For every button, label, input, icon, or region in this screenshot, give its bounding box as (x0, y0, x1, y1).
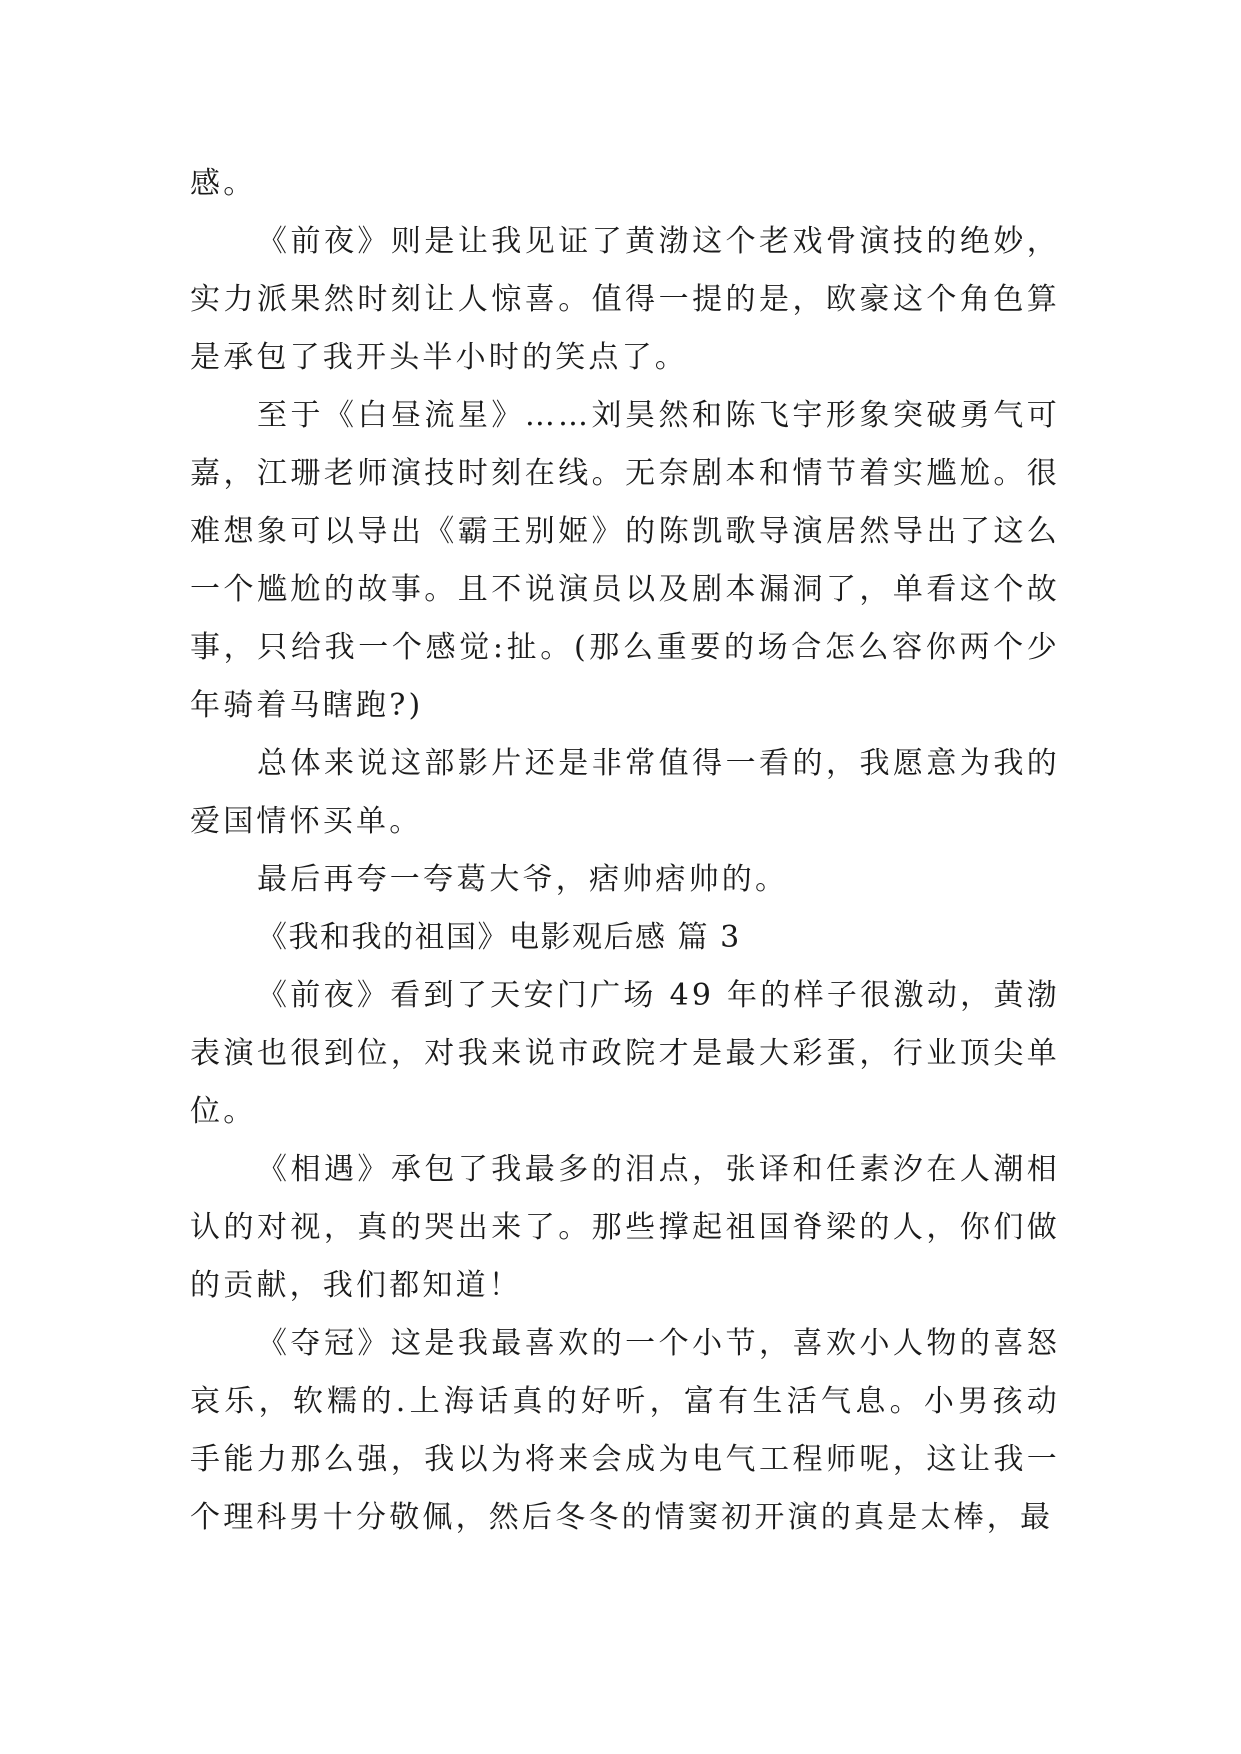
document-body (190, 155, 1060, 1547)
paragraph-ge-daye: 最后再夸一夸葛大爷，痞帅痞帅的。 (257, 862, 789, 897)
paragraph-duoguan-review: 《夺冠》这是我最喜欢的一个小节，喜欢小人物的喜怒哀乐，软糯的.上海话真的好听，富有生活气息。小男孩动手能力那么强，我以为将来会成为电气工程师呢，这让我一个理科男十分敬佩，然后冬冬的情窦初开演的真是太棒，最 (190, 1326, 1060, 1535)
paragraph-qianye-review: 《前夜》则是让我见证了黄渤这个老戏骨演技的绝妙，实力派果然时刻让人惊喜。值得一提的是，欧豪这个角色算是承包了我开头半小时的笑点了。 (190, 224, 1060, 375)
paragraph-baizhou-liuxing-review: 至于《白昼流星》……刘昊然和陈飞宇形象突破勇气可嘉，江珊老师演技时刻在线。无奈剧本和情节着实尴尬。很难想象可以导出《霸王别姬》的陈凯歌导演居然导出了这么一个尴尬的故事。且不说演员以及剧本漏洞了，单看这个故事，只给我一个感觉:扯。(那么重要的场合怎么容你两个少年骑着马瞎跑?) (190, 398, 1060, 723)
paragraph-qianye-tiananmen: 《前夜》看到了天安门广场 49 年的样子很激动，黄渤表演也很到位，对我来说市政院才是最大彩蛋，行业顶尖单位。 (190, 978, 1060, 1129)
section-heading: 《我和我的祖国》电影观后感 篇 3 (257, 920, 741, 955)
paragraph-overall-opinion: 总体来说这部影片还是非常值得一看的，我愿意为我的爱国情怀买单。 (190, 746, 1060, 839)
paragraph-continuation: 感。 (190, 166, 257, 201)
paragraph-xiangyu-review: 《相遇》承包了我最多的泪点，张译和任素汐在人潮相认的对视，真的哭出来了。那些撑起祖国脊梁的人，你们做的贡献，我们都知道！ (190, 1152, 1060, 1303)
